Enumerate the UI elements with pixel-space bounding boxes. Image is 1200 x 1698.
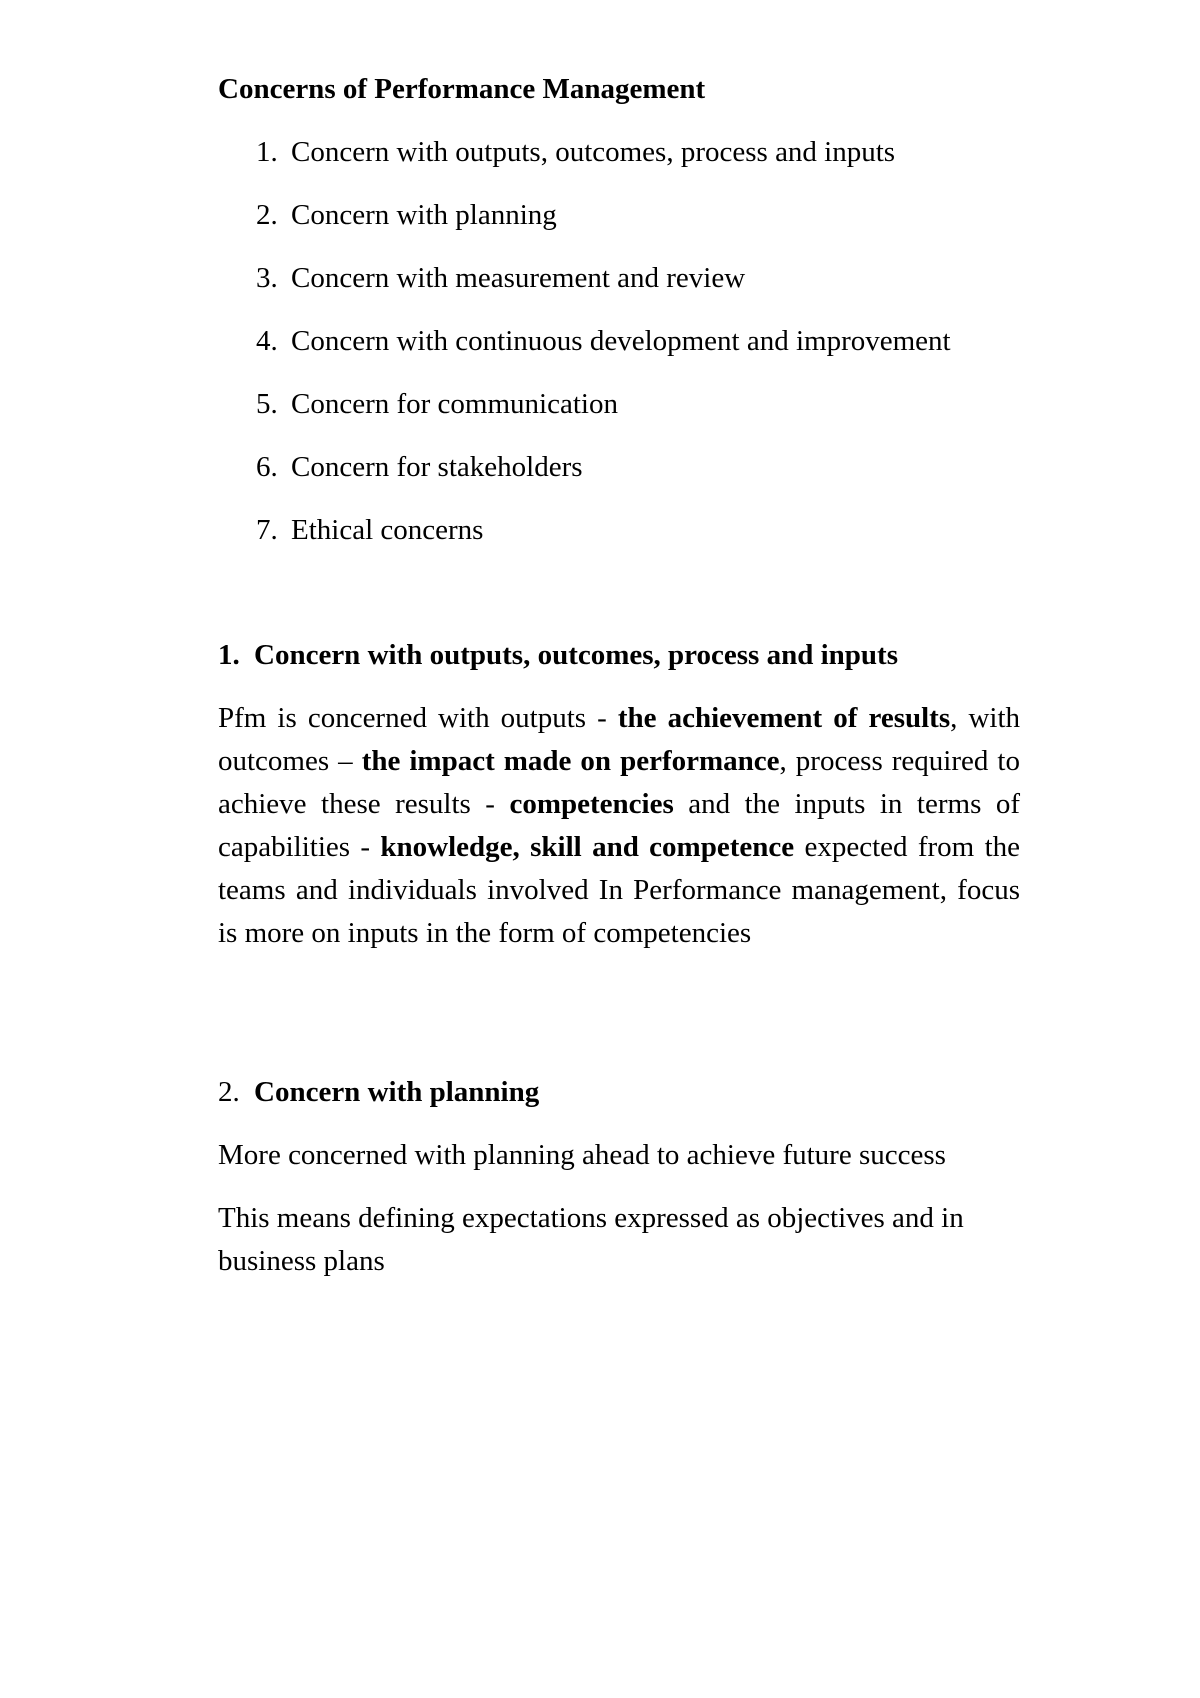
document-page <box>218 68 1020 1303</box>
section-1-heading <box>218 634 1020 677</box>
text-run: and the inputs in terms of capabilities - <box>218 788 1020 863</box>
list-item <box>218 131 1020 174</box>
document-title: Concerns of Performance Management <box>218 73 706 105</box>
list-item-number: 1. <box>256 136 278 168</box>
list-item-text: Concern with outputs, outcomes, process and inputs <box>291 136 896 168</box>
list-item-text: Concern for stakeholders <box>291 451 583 483</box>
section-2-paragraph-2: This means defining expectations expressed as objectives and in business plans <box>218 1202 964 1277</box>
text-run: Pfm is concerned with outputs - <box>218 702 618 734</box>
list-item-number: 3. <box>256 262 278 294</box>
bold-run: competencies <box>509 788 674 820</box>
list-item <box>218 446 1020 489</box>
section-1-title: Concern with outputs, outcomes, process and inputs <box>254 639 898 671</box>
section-2-paragraph-1: More concerned with planning ahead to achieve future success <box>218 1139 946 1171</box>
list-item-text: Concern with measurement and review <box>291 262 746 294</box>
list-item <box>218 383 1020 426</box>
list-item-text: Ethical concerns <box>291 514 484 546</box>
bold-run: the impact made on performance <box>361 745 780 777</box>
section-1-paragraph <box>218 697 1020 955</box>
list-item-number: 2. <box>256 199 278 231</box>
list-item-text: Concern for communication <box>291 388 618 420</box>
spacer <box>218 572 1020 634</box>
spacer <box>218 975 1020 1071</box>
text-run: , process required to achieve these results - <box>218 745 1020 820</box>
list-item-text: Concern with continuous development and improvement <box>291 325 951 357</box>
list-item-number: 6. <box>256 451 278 483</box>
section-2-title: Concern with planning <box>254 1076 540 1108</box>
concerns-list <box>218 131 1020 552</box>
text-run: expected from the teams and individuals involved In Performance management, focus is more on inputs in the form of competencies <box>218 831 1021 949</box>
list-item <box>218 194 1020 237</box>
bold-run: knowledge, skill and competence <box>380 831 795 863</box>
bold-run: the achievement of results <box>617 702 951 734</box>
list-item-number: 5. <box>256 388 278 420</box>
text-run: , with outcomes – <box>218 702 1020 777</box>
list-item <box>218 509 1020 552</box>
list-item <box>218 257 1020 300</box>
list-item-text: Concern with planning <box>291 199 557 231</box>
section-1-number: 1. <box>218 639 240 671</box>
list-item <box>218 320 1020 363</box>
list-item-number: 4. <box>256 325 278 357</box>
section-2-number: 2. <box>218 1076 240 1108</box>
section-2-heading <box>218 1071 1020 1114</box>
list-item-number: 7. <box>256 514 278 546</box>
